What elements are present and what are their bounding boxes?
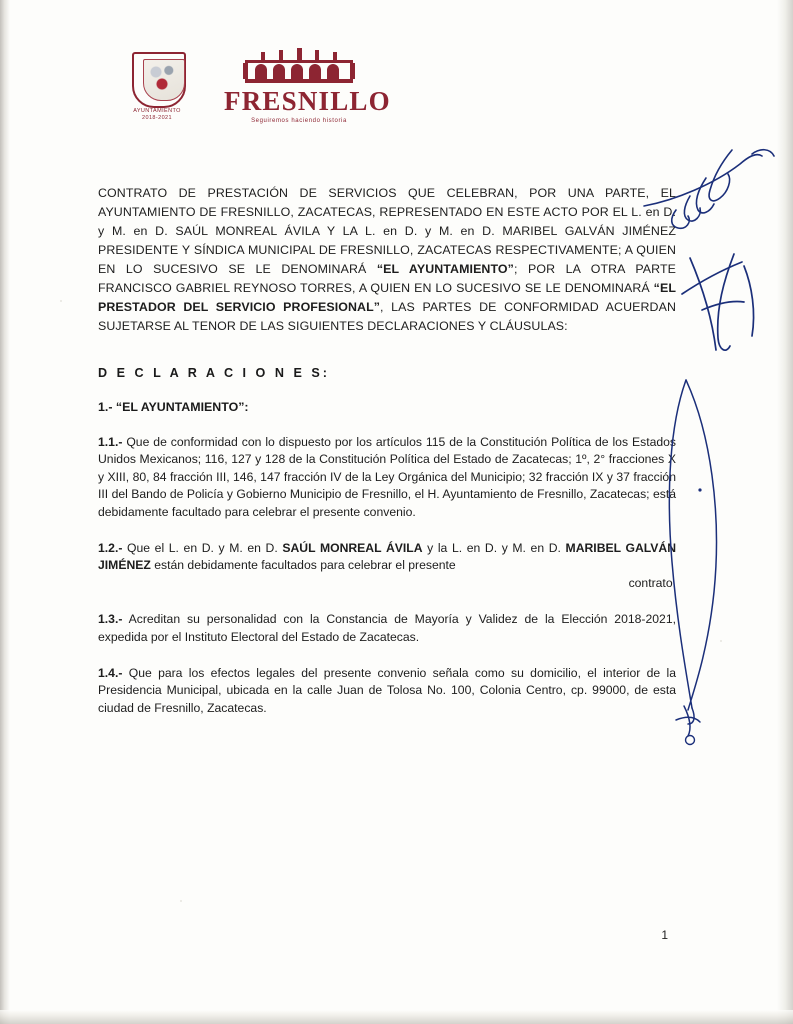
fresnillo-wordmark: FRESNILLO — [224, 86, 391, 116]
shield-emblem — [143, 59, 185, 101]
clause-number: 1.2.- — [98, 541, 123, 556]
clause-number: 1.3.- — [98, 612, 123, 627]
fresnillo-tagline: Seguiremos haciendo historia — [251, 118, 347, 124]
scan-edge-right — [777, 0, 793, 1024]
clause-1-3 — [98, 611, 676, 646]
municipal-coat-of-arms-icon — [128, 52, 186, 124]
clause-text: Acreditan su personalidad con la Constancia de Mayoría y Validez de la Elección 2018-2021, expedida por el Instituto Electoral del Estado de Zacatecas. — [98, 612, 676, 644]
clause-1-4 — [98, 665, 676, 717]
scan-edge-bottom — [0, 1010, 793, 1024]
subsection-heading-ayuntamiento: 1.- “EL AYUNTAMIENTO”: — [98, 400, 249, 414]
clause-1-1 — [98, 434, 676, 521]
contract-preamble: CONTRATO DE PRESTACIÓN DE SERVICIOS QUE CELEBRAN, POR UNA PARTE, EL AYUNTAMIENTO DE FRESNILLO, ZACATECAS, REPRESENTADO EN ESTE ACTO POR EL L. en D. y M. en D. SAÚL MONREAL ÁVILA Y LA L. en D. y M. en D. MARIBEL GALVÁN JIMÉNEZ PRESIDENTE Y SÍNDICA MUNICIPAL DE FRESNILLO, ZACATECAS RESPECTIVAMENTE; A QUIEN EN LO SUCESIVO SE LE DENOMINARÁ “EL AYUNTAMIENTO”; POR LA OTRA PARTE FRANCISCO GABRIEL REYNOSO TORRES, A QUIEN EN LO SUCESIVO SE LE DENOMINARÁ “EL PRESTADOR DEL SERVICIO PROFESIONAL”, LAS PARTES DE CONFORMIDAD ACUERDAN SUJETARSE AL TENOR DE LAS SIGUIENTES DECLARACIONES Y CLÁUSULAS: — [98, 186, 677, 333]
handwritten-signature-middle — [672, 246, 782, 376]
shield-outline — [132, 52, 186, 108]
section-heading-declaraciones: D E C L A R A C I O N E S: — [98, 366, 330, 380]
clause-number: 1.1.- — [98, 435, 123, 449]
document-header — [0, 46, 793, 142]
scan-edge-left — [0, 0, 10, 1024]
scan-speckle — [180, 900, 182, 902]
page-number: 1 — [661, 928, 668, 942]
clause-1-2 — [98, 540, 676, 592]
clause-text: Que el L. en D. y M. en D. SAÚL MONREAL ÁVILA y la L. en D. y M. en D. MARIBEL GALVÁN JIMÉNEZ están debidamente facultados para celebrar el presente — [98, 541, 677, 573]
scan-speckle — [720, 640, 722, 642]
clause-text-tail: contrato. — [628, 575, 676, 590]
shield-caption: AYUNTAMIENTO 2018-2021 — [133, 108, 181, 122]
scan-speckle — [60, 300, 62, 302]
clause-text: Que de conformidad con lo dispuesto por los artículos 115 de la Constitución Política de los Estados Unidos Mexicanos; 116, 127 y 128 de la Constitución Política del Estado de Zacatecas; 1º, 2° fracciones X y XIII, 80, 84 fracción III, 146, 147 fracción IV de la Ley Orgánica del Municipio; 32 fracción IX y 37 fracción III del Bando de Policía y Gobierno Municipio de Fresnillo, el H. Ayuntamiento de Fresnillo, Zacatecas; está debidamente facultado para celebrar el presente convenio. — [98, 435, 677, 519]
clause-text: Que para los efectos legales del presente convenio señala como su domicilio, el interior de la Presidencia Municipal, ubicada en la calle Juan de Tolosa No. 100, Colonia Centro, cp. 99000, de esta ciudad de Fresnillo, Zacatecas. — [98, 666, 677, 715]
document-body — [98, 184, 676, 736]
aqueduct-icon — [241, 48, 357, 86]
fresnillo-logo — [224, 48, 391, 124]
clause-number: 1.4.- — [98, 666, 123, 681]
